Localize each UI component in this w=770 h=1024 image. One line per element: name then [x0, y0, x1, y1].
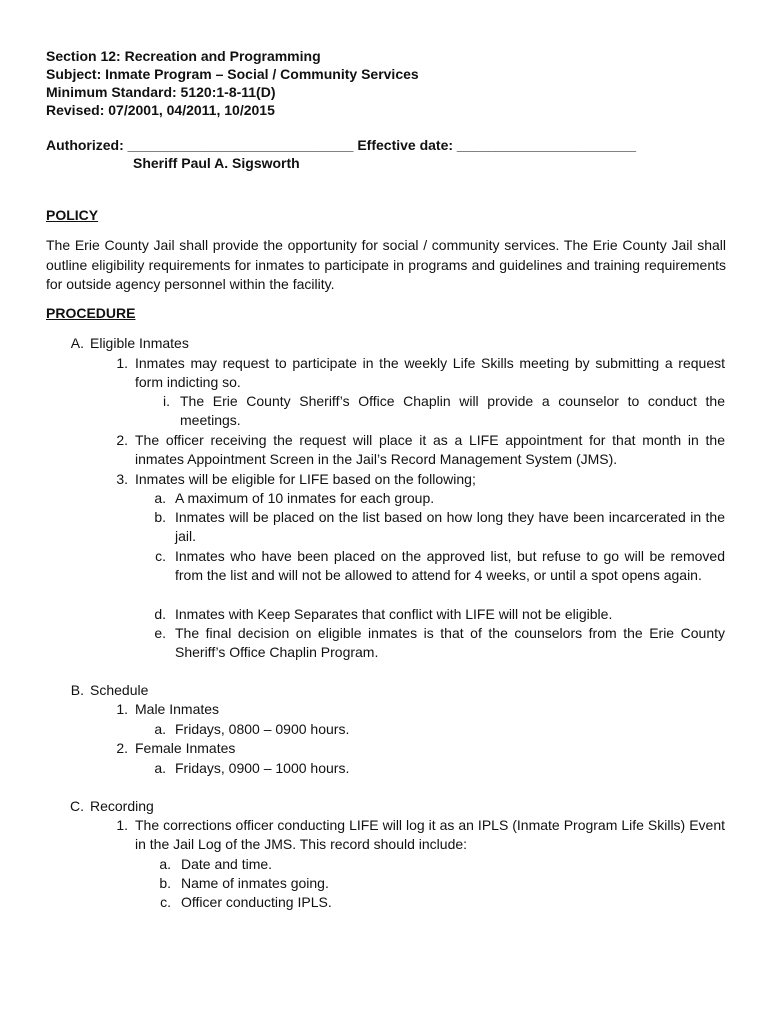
- list-item: Name of inmates going.: [181, 875, 329, 891]
- list-item: Fridays, 0800 – 0900 hours.: [175, 721, 350, 737]
- list-marker: b.: [154, 509, 166, 525]
- policy-text: The Erie County Jail shall provide the opportunity for social / community services. The Erie County Jail shall outline eligibility requirements for inmates to participate in programs and guidelines and training requirements for outside agency personnel within the facility.: [46, 237, 726, 292]
- list-marker: c.: [160, 894, 171, 910]
- list-marker: 3.: [116, 471, 128, 487]
- list-marker: A.: [70, 335, 84, 351]
- list-marker: 2.: [116, 432, 128, 448]
- list-marker: e.: [154, 625, 166, 641]
- procedure-heading: PROCEDURE: [46, 305, 136, 321]
- list-item: Inmates will be placed on the list based on how long they have been incarcerated in the jail.: [175, 509, 725, 545]
- list-marker: a.: [154, 490, 166, 506]
- section-b-title: Schedule: [90, 682, 149, 698]
- list-item: Inmates who have been placed on the approved list, but refuse to go will be removed from the list and will not be allowed to attend for 4 weeks, or until a spot opens again.: [175, 548, 725, 584]
- list-marker: a.: [154, 721, 166, 737]
- list-item: Male Inmates: [135, 701, 220, 717]
- revised-line: Revised: 07/2001, 04/2011, 10/2015: [46, 102, 275, 118]
- list-item: Officer conducting IPLS.: [181, 894, 332, 910]
- list-item: Inmates may request to participate in the weekly Life Skills meeting by submitting a request form indicting so.: [135, 355, 725, 391]
- list-item: The officer receiving the request will place it as a LIFE appointment for that month in the inmates Appointment Screen in the Jail’s Record Management System (JMS).: [135, 432, 725, 468]
- list-marker: b.: [159, 875, 171, 891]
- list-marker: 1.: [116, 355, 128, 371]
- list-item: Inmates will be eligible for LIFE based on the following;: [135, 471, 476, 487]
- list-item: The corrections officer conducting LIFE will log it as an IPLS (Inmate Program Life Skills) Event in the Jail Log of the JMS. This record should include:: [135, 817, 725, 853]
- list-marker: a.: [154, 760, 166, 776]
- subject-line: Subject: Inmate Program – Social / Community Services: [46, 66, 419, 82]
- section-c-title: Recording: [90, 798, 154, 814]
- list-item: The final decision on eligible inmates is that of the counselors from the Erie County Sheriff’s Office Chaplin Program.: [175, 625, 725, 661]
- list-item: Inmates with Keep Separates that conflict with LIFE will not be eligible.: [175, 606, 613, 622]
- document-header: [46, 47, 736, 119]
- list-marker: 2.: [116, 740, 128, 756]
- list-item: A maximum of 10 inmates for each group.: [175, 490, 435, 506]
- list-marker: C.: [70, 798, 84, 814]
- section-a-title: Eligible Inmates: [90, 335, 189, 351]
- list-marker: B.: [70, 682, 84, 698]
- list-marker: 1.: [116, 701, 128, 717]
- list-item: The Erie County Sheriff’s Office Chaplin will provide a counselor to conduct the meetings.: [180, 393, 725, 429]
- signer-name: Sheriff Paul A. Sigsworth: [133, 155, 300, 171]
- list-item: Female Inmates: [135, 740, 236, 756]
- policy-heading: POLICY: [46, 207, 99, 223]
- list-marker: 1.: [116, 817, 128, 833]
- section-title: Section 12: Recreation and Programming: [46, 48, 321, 64]
- minimum-standard-line: Minimum Standard: 5120:1-8-11(D): [46, 84, 276, 100]
- authorization-block: [46, 136, 736, 171]
- list-item: Fridays, 0900 – 1000 hours.: [175, 760, 350, 776]
- list-marker: c.: [155, 548, 166, 564]
- list-item: Date and time.: [181, 856, 273, 872]
- list-marker: d.: [154, 606, 166, 622]
- list-marker: a.: [159, 856, 171, 872]
- authorized-line: Authorized: _____________________________ Effective date: _______________________: [46, 137, 637, 153]
- list-marker: i.: [163, 393, 170, 409]
